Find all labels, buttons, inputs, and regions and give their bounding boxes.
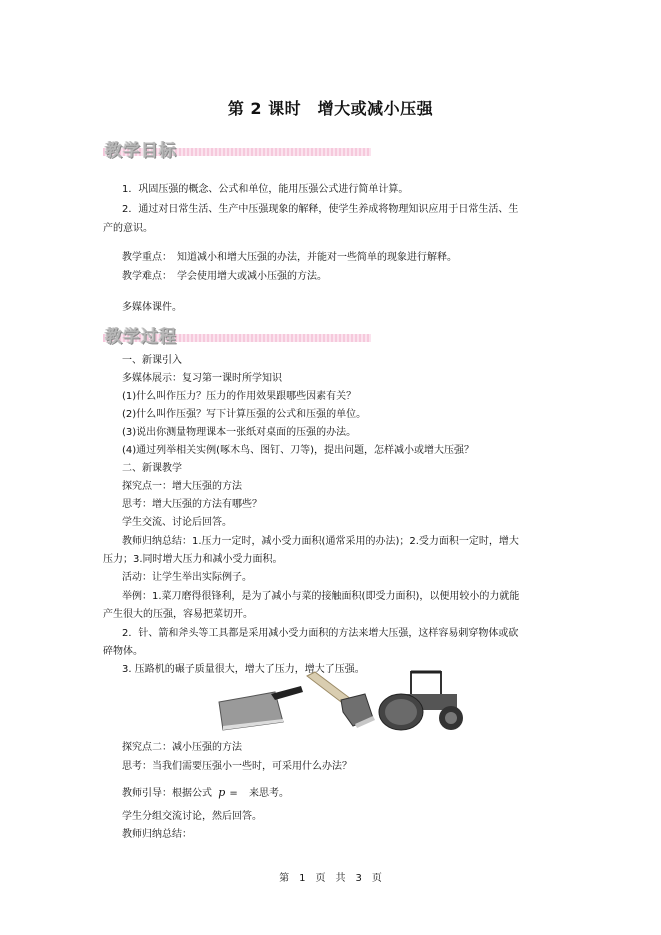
formula-equals: =: [229, 788, 238, 799]
process-line: (1)什么叫作压力？压力的作用效果跟哪些因素有关？: [122, 391, 357, 402]
section-heading-process: [103, 322, 371, 346]
formula-symbol-p: p: [218, 786, 226, 799]
process-line: 3. 压路机的碾子质量很大，增大了压力，增大了压强。: [122, 664, 365, 675]
cleaver-image: [219, 686, 303, 730]
process-line: 压力；3.同时增大压力和减小受力面积。: [103, 554, 283, 565]
process-line: 学生交流、讨论后回答。: [122, 517, 232, 528]
process-line: 思考：当我们需要压强小一些时，可采用什么办法？: [122, 761, 352, 772]
formula-trail-text: 来思考。: [249, 788, 289, 799]
axe-image: [307, 672, 375, 728]
process-line: 活动：让学生举出实际例子。: [122, 572, 252, 583]
process-line: (2)什么叫作压强？写下计算压强的公式和压强的单位。: [122, 409, 367, 420]
process-line: 探究点一：增大压强的方法: [122, 481, 242, 492]
formula-lead-text: 教师引导：根据公式: [122, 788, 212, 799]
process-line: 多媒体展示：复习第一课时所学知识: [122, 373, 282, 384]
page-footer: 第 1 页 共 3 页: [279, 873, 382, 884]
process-line: 产生很大的压强，容易把菜切开。: [103, 609, 253, 620]
process-line-formula: [122, 786, 289, 801]
section-heading-label: 教学过程: [105, 327, 177, 347]
process-line: 探究点二：减小压强的方法: [122, 742, 242, 753]
process-line: 学生分组交流讨论，然后回答。: [122, 811, 262, 822]
key-point: 教学重点： 知道减小和增大压强的办法，并能对一些简单的现象进行解释。: [122, 252, 457, 263]
process-line: 二、新课教学: [122, 463, 182, 474]
process-line: 一、新课引入: [122, 355, 182, 366]
section-heading-objectives: [103, 136, 371, 160]
process-line: 举例：1.菜刀磨得很锋利，是为了减小与菜的接触面积(即受力面积)，以便用较小的力就能: [122, 591, 520, 602]
difficulty: 教学难点： 学会使用增大或减小压强的方法。: [122, 271, 327, 282]
section-heading-label: 教学目标: [105, 141, 177, 161]
objective-line: 2．通过对日常生活、生产中压强现象的解释，使学生养成将物理知识应用于日常生活、生: [122, 204, 519, 215]
process-line: (3)说出你测量物理课本一张纸对桌面的压强的办法。: [122, 427, 357, 438]
objective-line: 1．巩固压强的概念、公式和单位，能用压强公式进行简单计算。: [122, 184, 409, 195]
page-title: 第 2 课时 增大或减小压强: [227, 99, 434, 118]
process-line: 2．针、箭和斧头等工具都是采用减小受力面积的方法来增大压强，这样容易刺穿物体或砍: [122, 628, 519, 639]
process-line: 教师归纳总结：: [122, 829, 192, 840]
process-line: 思考：增大压强的方法有哪些？: [122, 499, 262, 510]
process-line: 碎物体。: [103, 646, 143, 657]
road-roller-image: [379, 672, 463, 730]
objective-line: 产的意识。: [103, 223, 153, 234]
process-line: 教师归纳总结：1.压力一定时，减小受力面积(通常采用的办法)；2.受力面积一定时，增大: [122, 536, 519, 547]
tools-illustration: [215, 664, 465, 734]
resources: 多媒体课件。: [122, 302, 182, 313]
process-line: (4)通过列举相关实例(啄木鸟、图钉、刀等)，提出问题，怎样减小或增大压强？: [122, 445, 474, 456]
